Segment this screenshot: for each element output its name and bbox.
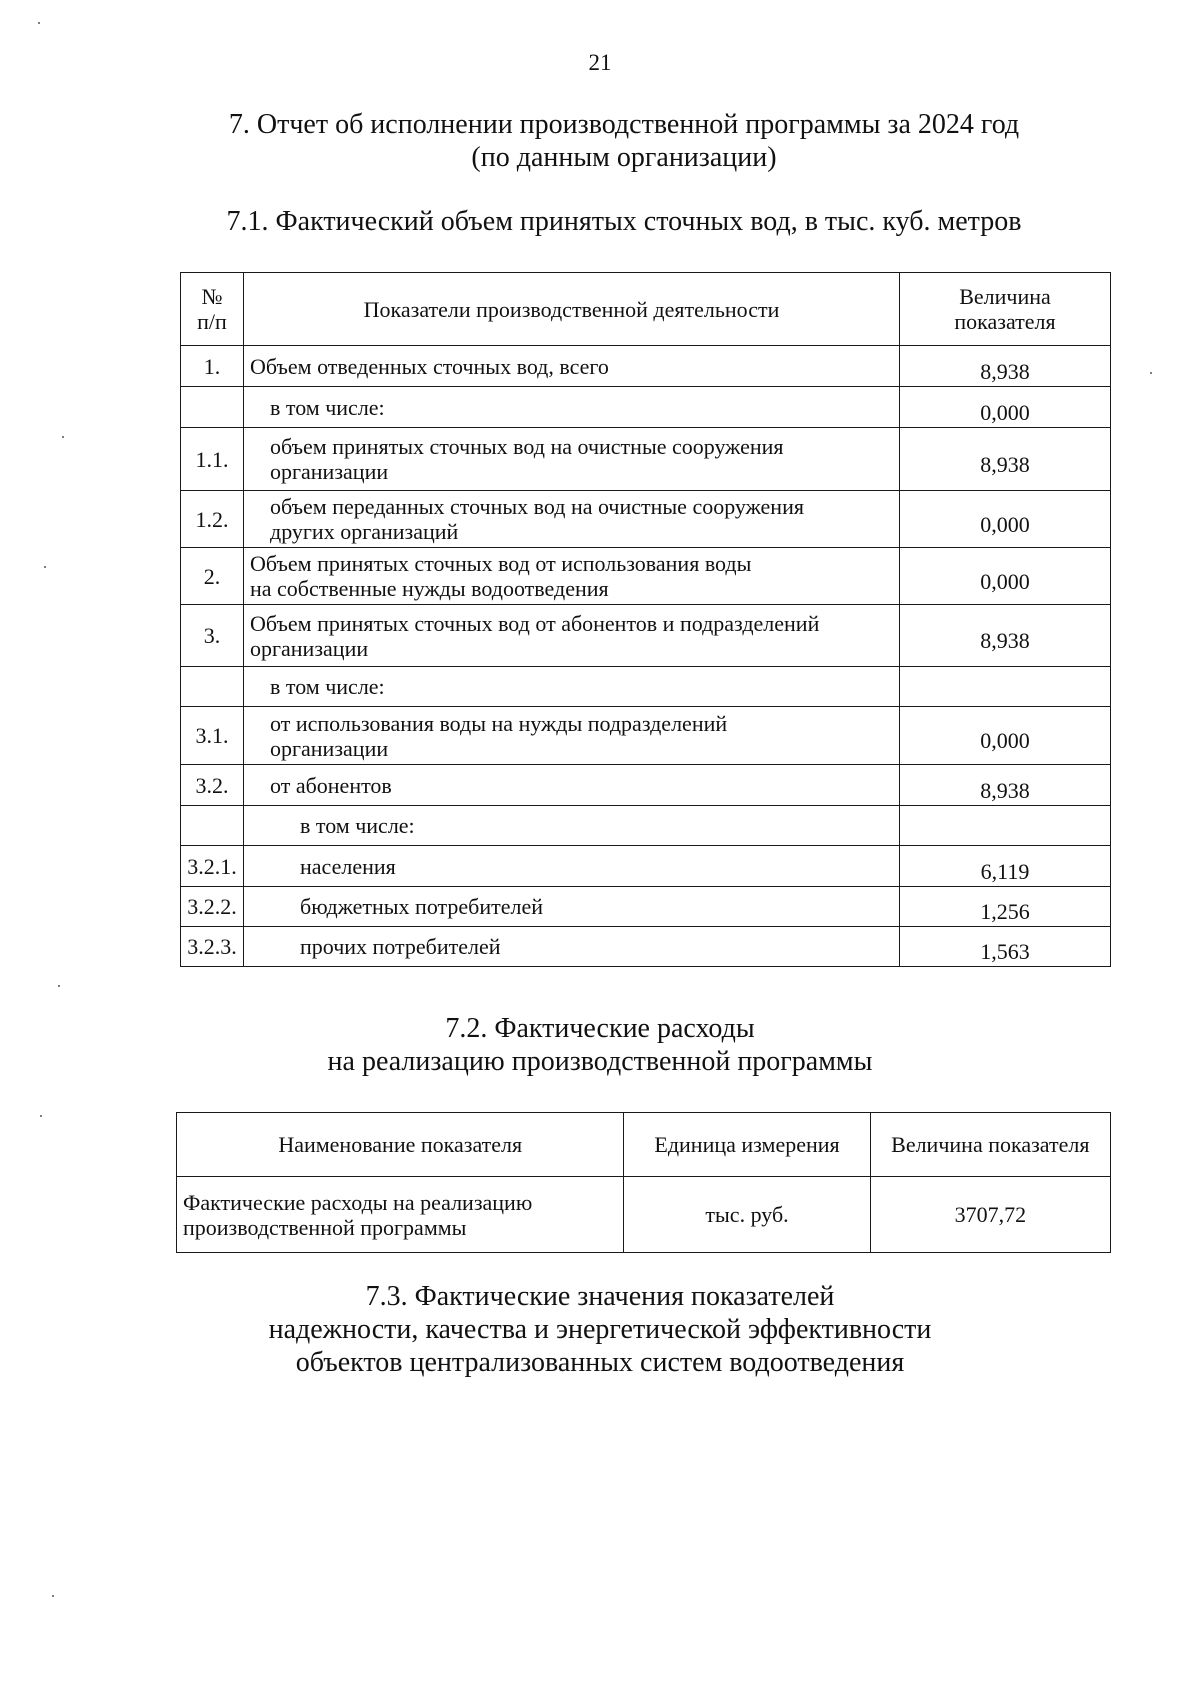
section-7-2-title (0, 1012, 1200, 1078)
row-value: 0,000 (900, 707, 1111, 765)
main-heading-line1: 7. Отчет об исполнении производственной программы за 2024 год (228, 109, 1020, 140)
expenses-header-row (177, 1113, 1111, 1177)
scan-speck (44, 566, 46, 568)
section-7-1-title: 7.1. Фактический объем принятых сточных вод, в тыс. куб. метров (226, 206, 1022, 237)
table-row (181, 846, 1111, 887)
main-heading-line2: (по данным организации) (471, 142, 777, 173)
table-row (181, 806, 1111, 846)
row-name: населения (244, 846, 900, 887)
section-7-3-title (0, 1280, 1200, 1379)
row-num: 1.2. (181, 491, 244, 548)
row-value: 1,563 (900, 927, 1111, 967)
row-value: 8,938 (900, 346, 1111, 387)
row-num: 1.1. (181, 428, 244, 491)
row-num: 3.2.1. (181, 846, 244, 887)
table-row (181, 927, 1111, 967)
table-row (181, 887, 1111, 927)
row-num: 3.2.3. (181, 927, 244, 967)
header-value: Величина показателя (900, 273, 1111, 346)
row-name: прочих потребителей (244, 927, 900, 967)
row-name: бюджетных потребителей (244, 887, 900, 927)
scan-speck (1150, 372, 1152, 374)
row-value: 8,938 (900, 428, 1111, 491)
row-value (900, 806, 1111, 846)
wastewater-volume-table (180, 272, 1111, 967)
table-row (181, 346, 1111, 387)
row-value: 0,000 (900, 491, 1111, 548)
row-value: 6,119 (900, 846, 1111, 887)
expense-unit: тыс. руб. (624, 1177, 870, 1253)
scan-speck (58, 985, 60, 987)
table-row (181, 387, 1111, 428)
row-num: 2. (181, 548, 244, 605)
header-indicator-name: Наименование показателя (177, 1113, 624, 1177)
table-row (181, 605, 1111, 667)
row-name: объем переданных сточных вод на очистные сооружения других организаций (244, 491, 900, 548)
scan-speck (52, 1595, 54, 1597)
scan-speck (38, 22, 40, 24)
table-row (181, 548, 1111, 605)
section-7-2-title-line2: на реализацию производственной программы (327, 1046, 873, 1077)
section-7-3-title-line1: 7.3. Фактические значения показателей (365, 1281, 835, 1312)
row-name: в том числе: (244, 806, 900, 846)
section-7-3-title-line3: объектов централизованных систем водоотведения (295, 1347, 905, 1378)
row-value (900, 667, 1111, 707)
main-heading (0, 108, 1200, 174)
row-num: 1. (181, 346, 244, 387)
header-num: № п/п (181, 273, 244, 346)
row-name: в том числе: (244, 667, 900, 707)
expense-name: Фактические расходы на реализацию производственной программы (177, 1177, 624, 1253)
expense-value: 3707,72 (870, 1177, 1110, 1253)
header-unit: Единица измерения (624, 1113, 870, 1177)
expenses-table (176, 1112, 1111, 1253)
row-value: 8,938 (900, 765, 1111, 806)
row-num (181, 806, 244, 846)
header-value: Величина показателя (870, 1113, 1110, 1177)
row-num: 3. (181, 605, 244, 667)
row-name: в том числе: (244, 387, 900, 428)
section-7-3-title-line2: надежности, качества и энергетической эффективности (268, 1314, 932, 1345)
section-7-2-title-line1: 7.2. Фактические расходы (445, 1013, 755, 1044)
row-name: объем принятых сточных вод на очистные сооружения организации (244, 428, 900, 491)
row-value: 0,000 (900, 387, 1111, 428)
table-header-row (181, 273, 1111, 346)
table-row (181, 428, 1111, 491)
table-row (181, 707, 1111, 765)
expenses-row (177, 1177, 1111, 1253)
row-name: от абонентов (244, 765, 900, 806)
scan-speck (62, 436, 64, 438)
table-row (181, 491, 1111, 548)
row-num: 3.2. (181, 765, 244, 806)
row-num: 3.1. (181, 707, 244, 765)
scan-speck (40, 1115, 42, 1117)
row-name: Объем принятых сточных вод от абонентов и подразделений организации (244, 605, 900, 667)
page-number: 21 (588, 50, 612, 75)
row-name: от использования воды на нужды подразделений организации (244, 707, 900, 765)
row-value: 1,256 (900, 887, 1111, 927)
row-name: Объем принятых сточных вод от использования воды на собственные нужды водоотведения (244, 548, 900, 605)
row-value: 8,938 (900, 605, 1111, 667)
table-row (181, 765, 1111, 806)
row-num (181, 387, 244, 428)
row-value: 0,000 (900, 548, 1111, 605)
row-name: Объем отведенных сточных вод, всего (244, 346, 900, 387)
row-num: 3.2.2. (181, 887, 244, 927)
table-row (181, 667, 1111, 707)
header-name: Показатели производственной деятельности (244, 273, 900, 346)
row-num (181, 667, 244, 707)
